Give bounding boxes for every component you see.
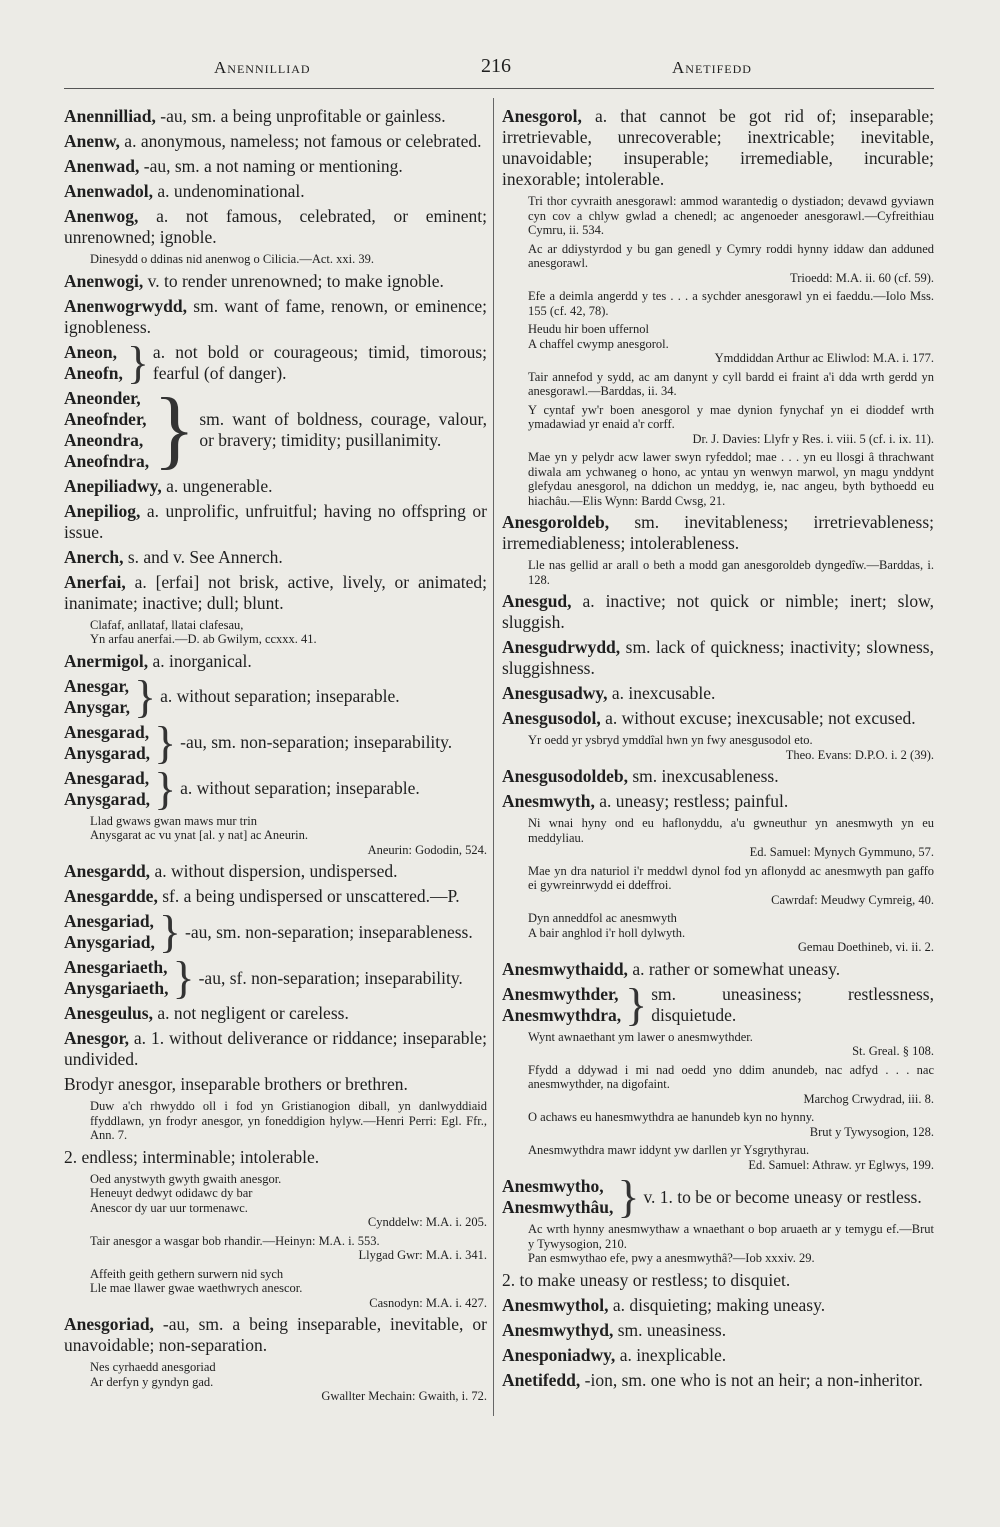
entry-headword: Anepiliadwy, <box>64 475 162 496</box>
citation-line: Dyn anneddfol ac anesmwyth <box>528 911 677 925</box>
citation-line: Tair anesgor a wasgar bob rhandir.—Heinyn: M.A. i. 553. <box>90 1233 380 1248</box>
entry-headword: Aneonder, <box>64 387 141 408</box>
entry-definition: a. [erfai] not brisk, active, lively, or animated; inanimate; inactive; dull; blunt. <box>64 571 487 613</box>
dictionary-entry <box>502 1345 934 1366</box>
citation-line: Anesmwythdra mawr iddynt yw darllen yr Ysgrythyrau. <box>528 1143 810 1157</box>
entry-headword: Anesmwythâu, <box>502 1197 614 1217</box>
citation-line: Yn arfau anerfai.—D. ab Gwilym, ccxxx. 41. <box>90 632 317 646</box>
entry-headword: Aneondra, <box>64 429 144 450</box>
entry-definition: -au, sm. a being inseparable, inevitable, or unavoidable; non-separation. <box>64 1314 487 1355</box>
dictionary-entry <box>64 181 487 202</box>
dictionary-entry <box>502 1295 934 1316</box>
citation-quote <box>90 1360 487 1404</box>
grouped-headwords <box>64 768 150 810</box>
citation-line: Dinesydd o ddinas nid anenwog o Cilicia.—Act. xxi. 39. <box>90 252 374 266</box>
citation-line: Anysgarat ac vu ynat [al. y nat] ac Aneurin. <box>90 828 308 842</box>
citation-line: Nes cyrhaedd anesgoriad <box>90 1360 216 1374</box>
entry-headword: Anenwogrwydd, <box>64 295 188 316</box>
citation-line: Llad gwaws gwan maws mur trin <box>90 813 257 828</box>
citation-source: Trioedd: M.A. ii. 60 (cf. 59). <box>790 270 934 285</box>
citation-quote <box>528 403 934 447</box>
dictionary-entry <box>64 501 487 543</box>
citation-source: Ymddiddan Arthur ac Eliwlod: M.A. i. 177. <box>714 351 934 365</box>
brace: } <box>154 716 177 768</box>
dictionary-entry <box>64 271 487 292</box>
citation-line: Ac ar ddiystyrdod y bu gan genedl y Cymry roddi hynny iddaw dan adduned anesgorawl. <box>528 241 934 270</box>
dictionary-entry <box>64 1028 487 1070</box>
entry-headword: Anenwad, <box>64 156 140 176</box>
entry-definition: -au, sm. a not naming or mentioning. <box>139 156 403 176</box>
entry-headword: Anennilliad, <box>64 106 156 126</box>
right-column <box>502 106 934 1395</box>
dictionary-entry <box>64 886 487 907</box>
citation-quote <box>528 322 934 366</box>
entry-definition: -au, sf. non-separation; inseparability. <box>198 967 463 988</box>
entry-definition: -ion, sm. one who is not an heir; a non-inheritor. <box>580 1369 923 1390</box>
entry-headword: Anesgorol, <box>502 106 582 126</box>
entry-headword: Anenwadol, <box>64 181 153 201</box>
dictionary-entry <box>64 206 487 248</box>
left-column <box>64 106 487 1408</box>
entry-headword: Anenwogi, <box>64 270 144 291</box>
entry-headword: Anysgarad, <box>64 742 151 763</box>
citation-source: Gwallter Mechain: Gwaith, i. 72. <box>321 1389 487 1403</box>
entry-definition: sm. want of boldness, courage, valour, or bravery; timidity; pusillanimity. <box>199 408 487 450</box>
entry-definition: a. inexplicable. <box>615 1344 727 1365</box>
header-left-guideword: Anennilliad <box>214 58 311 77</box>
citation-line: Anescor dy uar uur tormenawc. <box>90 1200 248 1215</box>
citation-line: Ni wnai hyny ond eu haflonyddu, a'u gwneuthur yn anesmwyth yn eu meddyliau. <box>528 816 934 845</box>
entry-headword: Anysgariaeth, <box>64 978 169 998</box>
grouped-entry <box>64 670 487 722</box>
brace: } <box>172 952 195 1003</box>
entry-headword: Anesmwythyd, <box>502 1319 614 1340</box>
citation-source: St. Greal. § 108. <box>852 1044 934 1058</box>
citation-quote <box>90 1172 487 1230</box>
header-right-guideword: Anetifedd <box>672 58 752 77</box>
citation-line: A bair anghlod i'r holl dylwyth. <box>528 925 686 940</box>
citation-quote <box>528 816 934 860</box>
dictionary-entry <box>502 512 934 554</box>
grouped-entry <box>64 336 487 388</box>
dictionary-entry <box>64 296 487 338</box>
entry-definition: a. rather or somewhat uneasy. <box>627 958 841 979</box>
entry-headword: Anysgariad, <box>64 932 155 952</box>
entry-headword: Anesgoriad, <box>64 1314 154 1334</box>
citation-source: Marchog Crwydrad, iii. 8. <box>803 1091 934 1106</box>
dictionary-entry <box>64 572 487 614</box>
entry-headword: Anerfai, <box>64 571 126 592</box>
dictionary-entry <box>502 959 934 980</box>
dictionary-entry <box>502 683 934 704</box>
citation-quote <box>528 864 934 908</box>
dictionary-entry <box>64 476 487 497</box>
dictionary-entry <box>502 791 934 812</box>
citation-quote <box>90 1234 487 1263</box>
entry-definition: 2. endless; interminable; intolerable. <box>64 1146 320 1167</box>
entry-headword: Anesmwythol, <box>502 1294 609 1315</box>
grouped-headwords <box>502 1176 613 1218</box>
brace: } <box>617 1171 640 1222</box>
citation-line: Heudu hir boen uffernol <box>528 322 649 336</box>
dictionary-entry <box>64 131 487 152</box>
entry-definition: a. unprolific, unfruitful; having no offspring or issue. <box>64 500 487 542</box>
entry-headword: Anenw, <box>64 131 120 151</box>
citation-line: Heneuyt dedwyt odidawc dy bar <box>90 1186 253 1200</box>
entry-definition: sm. lack of quickness; inactivity; slowness, sluggishness. <box>502 637 934 678</box>
citation-line: Oed anystwyth gwyth gwaith anesgor. <box>90 1171 282 1186</box>
dictionary-entry <box>64 1314 487 1356</box>
citation-line: Pan esmwythao efe, pwy a anesmwythâ?—Iob xxxiv. 29. <box>528 1251 815 1265</box>
entry-definition: sf. a being undispersed or unscattered.—P. <box>157 886 460 906</box>
brace: } <box>126 336 149 388</box>
entry-headword: Anesgeulus, <box>64 1003 153 1023</box>
entry-headword: Anesmwythaidd, <box>502 958 628 979</box>
entry-definition: a. without separation; inseparable. <box>180 778 420 798</box>
entry-definition: sm. uneasiness; restlessness, disquietude. <box>651 983 934 1025</box>
grouped-entry <box>502 978 934 1030</box>
entry-headword: Anesgor, <box>64 1028 129 1048</box>
entry-definition: a. inorganical. <box>148 650 252 671</box>
dictionary-entry <box>502 637 934 679</box>
citation-source: Ed. Samuel: Athraw. yr Eglwys, 199. <box>748 1157 934 1172</box>
citation-quote <box>528 1143 934 1172</box>
entry-headword: Anesponiadwy, <box>502 1344 616 1365</box>
entry-definition: a. inactive; not quick or nimble; inert; slow, sluggish. <box>502 591 934 632</box>
entry-headword: Anerch, <box>64 546 124 567</box>
entry-definition: a. not bold or courageous; timid, timorous; fearful (of danger). <box>152 341 487 383</box>
entry-headword: Anenwog, <box>64 206 139 226</box>
dictionary-entry <box>502 708 934 729</box>
entry-headword: Anesgud, <box>502 591 572 611</box>
grouped-headwords <box>64 911 155 953</box>
entry-definition: a. uneasy; restless; painful. <box>594 791 789 811</box>
citation-source: Cynddelw: M.A. i. 205. <box>367 1215 487 1229</box>
entry-headword: Aneofnder, <box>64 408 147 429</box>
citation-quote <box>90 252 487 267</box>
brace: } <box>158 906 182 957</box>
citation-line: Lle nas gellid ar arall o beth a modd gan anesgoroldeb dyngedîw.—Barddas, i. 128. <box>528 558 934 587</box>
citation-quote <box>528 289 934 318</box>
entry-definition: Brodyr anesgor, inseparable brothers or brethren. <box>64 1074 408 1094</box>
citation-line: Efe a deimla angerdd y tes . . . a sychder anesgorawl yn ei faeddu.—Iolo Mss. 155 (cf. 42, 78). <box>528 289 934 318</box>
citation-line: Clafaf, anllataf, llatai clafesau, <box>90 617 244 632</box>
grouped-entry <box>502 1171 934 1222</box>
citation-quote <box>528 911 934 955</box>
entry-headword: Anesgudrwydd, <box>502 637 621 657</box>
dictionary-entry <box>64 156 487 177</box>
citation-quote <box>528 1063 934 1107</box>
citation-quote <box>528 242 934 286</box>
grouped-headwords <box>502 984 621 1026</box>
citation-line: Tair annefod y sydd, ac am danynt y cyll bardd ei fraint a'i dda wrth gerdd yn anesgorawl.—Barddas, ii. 34. <box>528 369 934 398</box>
citation-quote <box>90 814 487 858</box>
entry-headword: Anesmwythder, <box>502 983 619 1004</box>
citation-line: Ar derfyn y gyndyn gad. <box>90 1374 214 1389</box>
entry-headword: Anesgusadwy, <box>502 683 608 703</box>
grouped-entry <box>64 952 487 1003</box>
dictionary-entry <box>64 651 487 672</box>
citation-quote <box>90 618 487 647</box>
dictionary-entry <box>64 1147 487 1168</box>
citation-line: Duw a'ch rhwyddo oll i fod yn Gristianogion diball, yn danlwyddiaid ffyddlawn, yn frodyr anesgor, yn foneddigion hylyw.—Henri Perri: Egl. Ffr., Ann. 7. <box>90 1099 487 1142</box>
entry-definition: a. without separation; inseparable. <box>160 686 400 706</box>
dictionary-entry <box>502 106 934 190</box>
dictionary-entry <box>502 591 934 633</box>
citation-source: Brut y Tywysogion, 128. <box>809 1124 934 1139</box>
entry-definition: a. inexcusable. <box>607 683 716 703</box>
entry-headword: Anesmwyth, <box>502 791 595 811</box>
citation-source: Casnodyn: M.A. i. 427. <box>369 1295 487 1310</box>
entry-headword: Anesgusodoldeb, <box>502 766 628 786</box>
column-divider <box>493 98 494 1416</box>
citation-source: Aneurin: Gododin, 524. <box>367 842 487 857</box>
citation-quote <box>528 558 934 587</box>
entry-definition: s. and v. See Annerch. <box>123 546 283 567</box>
citation-line: Lle mae llawer gwae waethwrych anescor. <box>90 1281 303 1295</box>
citation-source: Theo. Evans: D.P.O. i. 2 (39). <box>785 747 934 762</box>
entry-definition: 2. to make uneasy or restless; to disquiet. <box>502 1269 791 1290</box>
entry-definition: a. disquieting; making uneasy. <box>608 1294 826 1315</box>
entry-headword: Anesgar, <box>64 675 129 696</box>
citation-line: Mae yn y pelydr acw lawer swyn ryfeddol; mae . . . yn eu llosgi â thrachwant diwala am ychwaneg o hono, ac yntau yn wenwyn marwol, yn magu ynddynt glefydau anesgorol, na ddichon un meddyg, ie, nac angeu, byth bythoedd eu hiachâu.—Elis Wynn: Bardd Cwsg, 21. <box>528 450 934 508</box>
grouped-headwords <box>64 957 169 999</box>
citation-line: Affeith geith gethern surwern nid sych <box>90 1266 284 1281</box>
entry-definition: a. without excuse; inexcusable; not excused. <box>600 708 916 728</box>
citation-quote <box>528 1222 934 1266</box>
dictionary-entry <box>64 861 487 882</box>
dictionary-entry <box>502 1370 934 1391</box>
entry-definition: -au, sm. non-separation; inseparability. <box>180 732 453 752</box>
citation-line: Mae yn dra naturiol i'r meddwl dynol fod yn aflonydd ac anesmwyth pan gaffo ei gywreinrwydd ei ddeffroi. <box>528 863 934 892</box>
entry-headword: Anysgarad, <box>64 788 151 809</box>
grouped-headwords <box>64 388 149 472</box>
entry-definition: a. not negligent or careless. <box>152 1003 349 1023</box>
citation-line: Wynt awnaethant ym lawer o anesmwythder. <box>528 1029 753 1044</box>
entry-headword: Aneofndra, <box>64 450 150 471</box>
citation-quote <box>528 1110 934 1139</box>
citation-line: Ffydd a ddywad i mi nad oedd yno ddim anundeb, nac adfyd . . . nac anesmwythder, na digofaint. <box>528 1062 934 1091</box>
citation-quote <box>528 194 934 238</box>
grouped-entry <box>64 380 487 478</box>
citation-quote <box>528 733 934 762</box>
citation-source: Gemau Doethineb, vi. ii. 2. <box>797 940 934 954</box>
running-header <box>0 52 1000 82</box>
entry-definition: a. 1. without deliverance or riddance; inseparable; undivided. <box>64 1028 487 1069</box>
grouped-entry <box>64 906 487 957</box>
header-rule <box>64 88 934 89</box>
citation-source: Cawrdaf: Meudwy Cymreig, 40. <box>771 892 934 907</box>
entry-definition: v. 1. to be or become uneasy or restless. <box>643 1186 922 1207</box>
entry-definition: a. without dispersion, undispersed. <box>150 861 398 881</box>
entry-headword: Anesgariaeth, <box>64 957 168 977</box>
entry-definition: a. that cannot be got rid of; inseparable; irretrievable, unrecoverable; inextricable; inevitable, unavoidable; insuperable; irremediable, incurable; inexorable; intolerable. <box>502 106 934 189</box>
citation-line: Yr oedd yr ysbryd ymddîal hwn yn fwy anesgusodol eto. <box>528 733 813 747</box>
entry-definition: sm. uneasiness. <box>613 1319 727 1340</box>
citation-line: A chaffel cwymp anesgorol. <box>528 336 669 351</box>
citation-line: Tri thor cyvraith anesgorawl: ammod warantedig o dystiadon; devawd gyviawn cyn cov a chlyw gwlad a chenedl; ac angenoeder anesgorawl.—Cyfreithiau Cymru, ii. 534. <box>528 194 934 237</box>
page-number: 216 <box>481 55 511 77</box>
citation-line: Ac wrth hynny anesmwythaw a wnaethant o bop aruaeth ar y temygu ef.—Brut y Tywysogion, 210. <box>528 1222 934 1251</box>
entry-headword: Anesmwythdra, <box>502 1004 622 1025</box>
citation-quote <box>528 1030 934 1059</box>
entry-definition: -au, sm. a being unprofitable or gainless. <box>155 106 446 126</box>
brace: } <box>625 978 648 1030</box>
citation-line: Y cyntaf yw'r boen anesgorol y mae dynion fynychaf yn ei dioddef wrth ymadawiad yr enaid a'r corff. <box>528 402 934 431</box>
grouped-headwords <box>64 722 150 764</box>
grouped-entry <box>64 716 487 768</box>
entry-definition: a. undenominational. <box>152 181 305 201</box>
citation-source: Ed. Samuel: Mynych Gymmuno, 57. <box>749 845 934 859</box>
entry-definition: sm. want of fame, renown, or eminence; ignobleness. <box>64 295 487 337</box>
entry-headword: Anesgarad, <box>64 767 150 788</box>
dictionary-entry <box>64 106 487 127</box>
citation-quote <box>90 1267 487 1311</box>
grouped-headwords <box>64 676 130 718</box>
brace: } <box>133 670 157 722</box>
entry-headword: Anesgardd, <box>64 861 151 881</box>
entry-headword: Anepiliog, <box>64 500 141 521</box>
entry-definition: a. anonymous, nameless; not famous or celebrated. <box>119 131 482 151</box>
entry-headword: Anesgardde, <box>64 886 158 906</box>
entry-headword: Aneon, <box>64 341 117 362</box>
entry-headword: Anesgarad, <box>64 721 150 742</box>
dictionary-entry <box>502 766 934 787</box>
dictionary-entry <box>64 1003 487 1024</box>
entry-definition: sm. inexcusableness. <box>627 766 779 786</box>
grouped-entry <box>64 762 487 814</box>
entry-definition: a. ungenerable. <box>161 475 273 496</box>
dictionary-entry <box>502 1320 934 1341</box>
citation-line: O achaws eu hanesmwythdra ae hanundeb kyn no hynny. <box>528 1110 815 1124</box>
citation-source: Dr. J. Davies: Llyfr y Res. i. viii. 5 (cf. i. ix. 11). <box>692 431 934 446</box>
citation-quote <box>528 370 934 399</box>
dictionary-entry <box>64 1074 487 1095</box>
brace: } <box>154 762 177 814</box>
dictionary-entry <box>64 547 487 568</box>
citation-source: Llygad Gwr: M.A. i. 341. <box>358 1248 487 1262</box>
entry-headword: Anetifedd, <box>502 1369 581 1390</box>
entry-headword: Anermigol, <box>64 650 149 671</box>
entry-headword: Anesgariad, <box>64 911 154 931</box>
entry-definition: -au, sm. non-separation; inseparableness. <box>185 921 473 942</box>
brace: } <box>153 380 196 478</box>
entry-definition: v. to render unrenowned; to make ignoble. <box>143 270 444 291</box>
entry-definition: a. not famous, celebrated, or eminent; unrenowned; ignoble. <box>64 206 487 247</box>
dictionary-entry <box>502 1270 934 1291</box>
grouped-headwords <box>64 342 123 384</box>
entry-headword: Aneofn, <box>64 362 123 383</box>
entry-headword: Anesgusodol, <box>502 708 601 728</box>
citation-quote <box>90 1099 487 1143</box>
citation-quote <box>528 450 934 508</box>
entry-headword: Anesgoroldeb, <box>502 512 610 532</box>
entry-definition: sm. inevitableness; irretrievableness; irremediableness; intolerableness. <box>502 512 934 553</box>
entry-headword: Anesmwytho, <box>502 1176 604 1196</box>
entry-headword: Anysgar, <box>64 696 130 717</box>
